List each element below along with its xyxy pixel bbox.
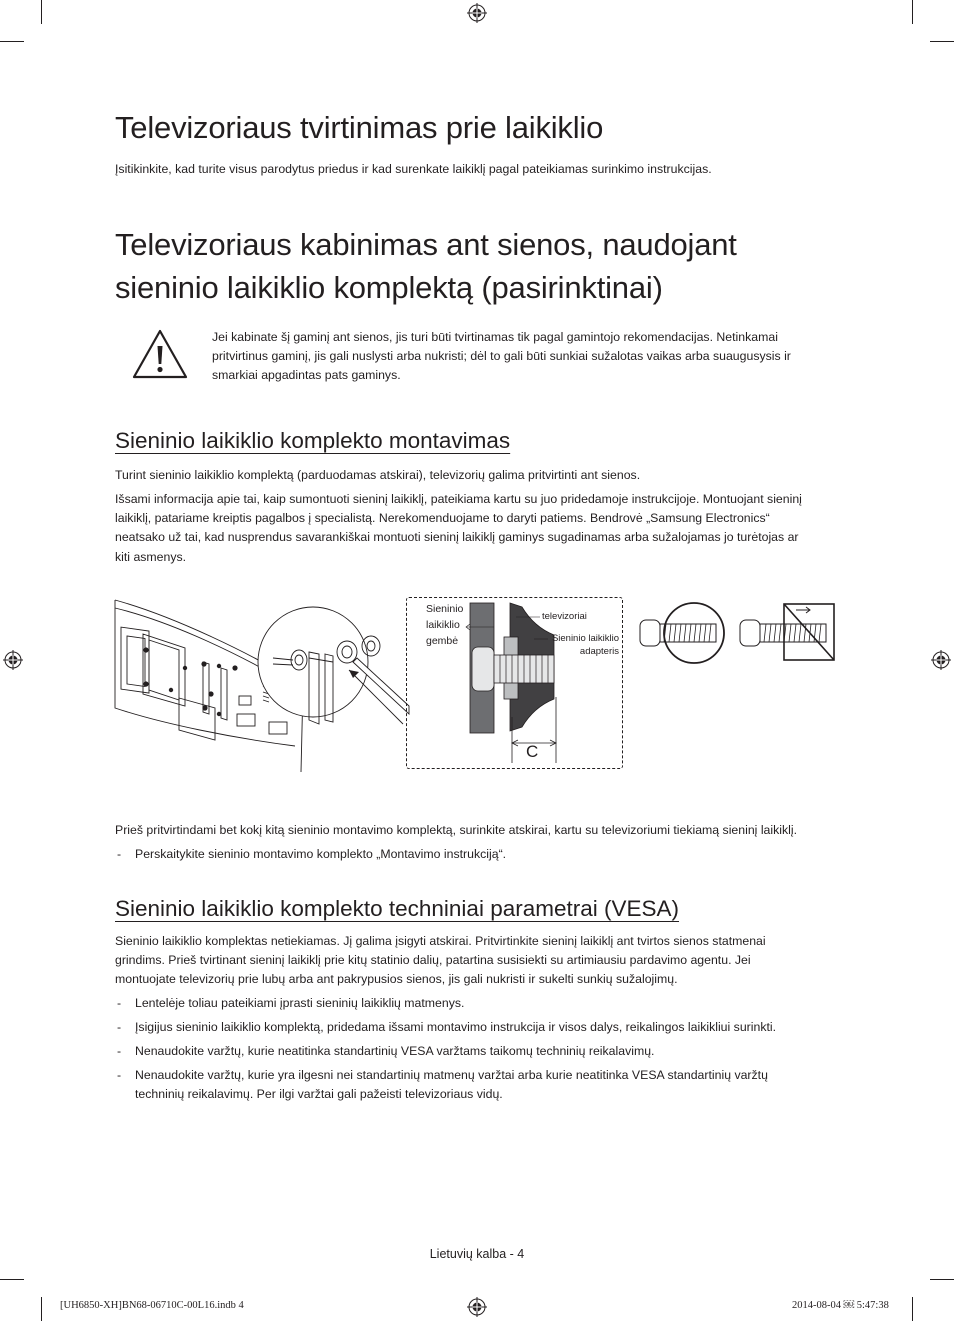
label-hook-line: laikiklio [426, 619, 460, 631]
list-item-text: Nenaudokite varžtų, kurie neatitinka standartinių VESA varžtams taikomų techninių reikalavimų. [135, 1044, 655, 1058]
page-title: Televizoriaus tvirtinimas prie laikiklio [115, 110, 604, 145]
paragraph-line: kiti asmenys. [115, 549, 187, 564]
registration-mark-icon [467, 1297, 487, 1317]
list-item-text: Įsigijus sieninio laikiklio komplektą, pridedama išsami montavimo instrukcija ir visos dalys, reikalingos laikikliui surinkti. [135, 1020, 777, 1034]
list-item-line: Nenaudokite varžtų, kurie yra ilgesni nei standartinių matmenų varžtai arba kurie neatitinka VESA standartinių varžtų [135, 1068, 768, 1082]
section-title-line2: sieninio laikiklio komplektą (pasirinktinai) [115, 270, 663, 305]
registration-mark-icon [931, 650, 951, 670]
paragraph-line: Sieninio laikiklio komplektas netiekiamas. Jį galima įsigyti atskirai. Pritvirtinkite sieninį laikiklį ant tvirtos sienos statmenai [115, 934, 766, 948]
registration-mark-icon [467, 3, 487, 23]
paragraph: Prieš pritvirtindami bet kokį kitą sieninio montavimo komplektą, surinkite atskirai, kartu su televizoriumi tiekiamą sieninį laikiklį. [115, 823, 798, 837]
crop-mark [930, 41, 954, 42]
registration-mark-icon [3, 650, 23, 670]
paragraph: Turint sieninio laikiklio komplektą (parduodamas atskirai), televizorių galima pritvirtinti ant sienos. [115, 468, 641, 482]
paragraph [115, 490, 845, 567]
crop-mark [912, 0, 913, 24]
bullet-dash: - [117, 996, 122, 1010]
intro-text: Įsitikinkite, kad turite visus parodytus priedus ir kad surenkate laikiklį pagal pateikiamas surinkimo instrukcijas. [115, 162, 712, 176]
label-hook [426, 603, 463, 648]
crop-mark [0, 1279, 24, 1280]
list-item-text: Perskaitykite sieninio montavimo komplekto „Montavimo instrukciją“. [135, 847, 507, 861]
list-item-text: Lentelėje toliau pateikiami įprasti sieninių laikiklių matmenys. [135, 996, 465, 1010]
list-item-text [135, 1066, 835, 1104]
paragraph-line: grindims. Prieš tvirtinant sieninį laikiklį prie kitų statinio dalių, patartina susisiekti su artimiausiu pardavimo agentu. Jei [115, 953, 751, 968]
crop-mark [912, 1297, 913, 1321]
bullet-dash: - [117, 1044, 122, 1058]
print-slug-right: 2014-08-04 ￼ 5:47:38 [792, 1300, 889, 1311]
bullet-dash: - [117, 1068, 122, 1082]
label-hook-line: Sieninio [426, 603, 464, 615]
crop-mark [0, 41, 24, 42]
section-title-line1: Televizoriaus kabinimas ant sienos, naudojant [115, 227, 737, 262]
paragraph [115, 932, 845, 990]
crop-mark [41, 0, 42, 24]
print-slug-left: [UH6850-XH]BN68-06710C-00L16.indb 4 [60, 1300, 244, 1311]
paragraph-line: laikiklį, patariame kreiptis pagalbos į specialistą. Nerekomenduojame to daryti patiems. Bendrovė „Samsung Electronics“ [115, 511, 770, 526]
warning-text [212, 328, 832, 386]
label-dimension-c: C [526, 742, 539, 761]
label-adapter-line: Sieninio laikiklio [551, 633, 619, 644]
subsection-heading: Sieninio laikiklio komplekto montavimas [115, 428, 511, 453]
label-adapter [545, 632, 619, 658]
subsection-heading: Sieninio laikiklio komplekto techniniai parametrai (VESA) [115, 896, 680, 921]
warning-line: Jei kabinate šį gaminį ant sienos, jis turi būti tvirtinamas tik pagal gamintojo rekomendacijas. Netinkamai [212, 330, 778, 344]
screw-correct-icon [636, 600, 728, 664]
label-adapter-line: adapteris [579, 646, 619, 657]
bullet-dash: - [117, 847, 122, 861]
tv-back-bracket-illustration [113, 596, 413, 772]
screw-wrong-icon [738, 600, 838, 664]
paragraph-line: neatsako už tai, kad nusprendus savarankiškai montuoti sieninį laikiklį gaminys sugadinamas arba sužalojamas jo turėtojas ar [115, 530, 799, 545]
label-hook-line: gembė [426, 635, 459, 647]
page-number: Lietuvių kalba - 4 [429, 1247, 525, 1261]
paragraph-line: montuojate televizorių prie lubų arba ant pakrypusios sienos, jis gali nukristi ir sukelti sunkių sužalojimų. [115, 972, 678, 987]
warning-triangle-icon [131, 328, 189, 380]
crop-mark [41, 1297, 42, 1321]
list-item-line: techninių reikalavimų. Per ilgi varžtai gali pažeisti televizoriaus vidų. [135, 1087, 503, 1102]
warning-line: smarkiai apgadintas pats gaminys. [212, 368, 401, 383]
warning-line: pritvirtinus gaminį, jis gali nuslysti arba nukristi; dėl to gali būti sunkiai sužalotas vaikas arba suaugusysis ir [212, 349, 791, 364]
label-tv: televizoriai [542, 611, 587, 622]
crop-mark [930, 1279, 954, 1280]
bullet-dash: - [117, 1020, 122, 1034]
paragraph-line: Išsami informacija apie tai, kaip sumontuoti sieninį laikiklį, pateikiama kartu su juo pridedamoje instrukcijoje. Montuojant sieninį [115, 492, 802, 506]
